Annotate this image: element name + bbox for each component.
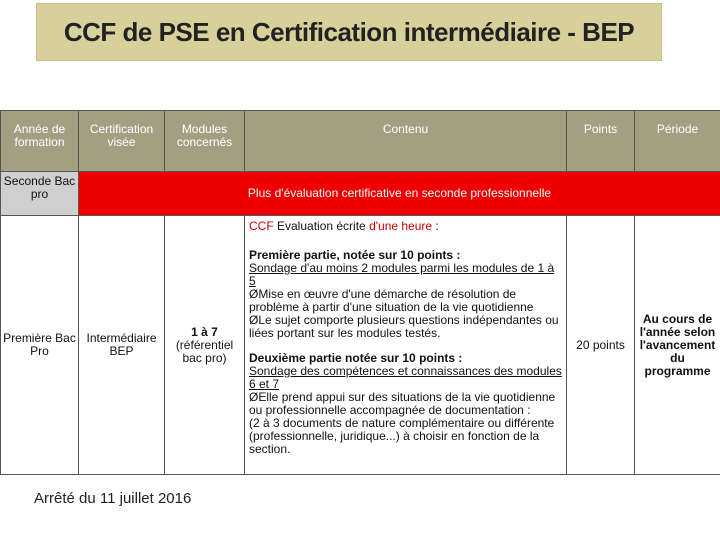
part2-bullet-1: ØElle prend appui sur des situations de la vie quotidienne ou professionnelle accompagnée de documentation : — [249, 390, 556, 417]
header-annee: Année de formation — [1, 111, 79, 172]
table-header-row — [1, 111, 720, 172]
part1-bullet-1: ØMise en œuvre d'une démarche de résolution de problème à partir d'une situation de la vie quotidienne — [249, 287, 534, 314]
ccf-suffix: : — [432, 219, 439, 233]
header-certification: Certification visée — [79, 111, 165, 172]
part2-note: (2 à 3 documents de nature complémentaire ou différente (professionnelle, juridique...) à choisir en fonction de la section. — [249, 416, 555, 456]
arrow-bullet-icon: Ø — [249, 390, 259, 404]
table-row-premiere — [1, 216, 720, 475]
premiere-label: Première Bac Pro — [1, 216, 79, 475]
table-row-seconde — [1, 172, 720, 216]
header-periode: Période — [635, 111, 720, 172]
part1-bullet-2: ØLe sujet comporte plusieurs questions indépendantes ou liées portant sur les modules testés. — [249, 313, 559, 340]
title-banner — [36, 3, 662, 61]
premiere-points: 20 points — [567, 216, 635, 475]
header-modules: Modules concernés — [165, 111, 245, 172]
ccf-prefix: CCF — [249, 219, 274, 233]
premiere-contenu — [245, 216, 567, 475]
ccf-table — [0, 110, 720, 475]
seconde-message: Plus d'évaluation certificative en seconde professionnelle — [79, 172, 720, 216]
ccf-duree: d'une heure — [369, 219, 433, 233]
modules-note: (référentiel bac pro) — [175, 337, 234, 365]
ccf-text: Evaluation écrite — [273, 219, 370, 233]
arrow-bullet-icon: Ø — [249, 287, 259, 301]
premiere-certification: Intermédiaire BEP — [79, 216, 165, 475]
part1-title: Première partie, notée sur 10 points : — [249, 248, 461, 262]
page-title: CCF de PSE en Certification intermédiaire - BEP — [63, 16, 635, 47]
arrow-bullet-icon: Ø — [249, 313, 259, 327]
part2-title: Deuxième partie notée sur 10 points : — [249, 351, 463, 365]
premiere-periode: Au cours de l'année selon l'avancement du programme — [635, 216, 720, 475]
ccf-heading — [249, 220, 562, 233]
premiere-modules — [165, 216, 245, 475]
modules-range: 1 à 7 — [191, 324, 218, 339]
header-points: Points — [567, 111, 635, 172]
part2-subtitle: Sondage des compétences et connaissances des modules 6 et 7 — [249, 364, 562, 391]
header-contenu: Contenu — [245, 111, 567, 172]
footer-arrete: Arrêté du 11 juillet 2016 — [34, 490, 192, 507]
part1-subtitle: Sondage d'au moins 2 modules parmi les modules de 1 à 5 — [249, 261, 555, 288]
seconde-label: Seconde Bac pro — [1, 172, 79, 216]
